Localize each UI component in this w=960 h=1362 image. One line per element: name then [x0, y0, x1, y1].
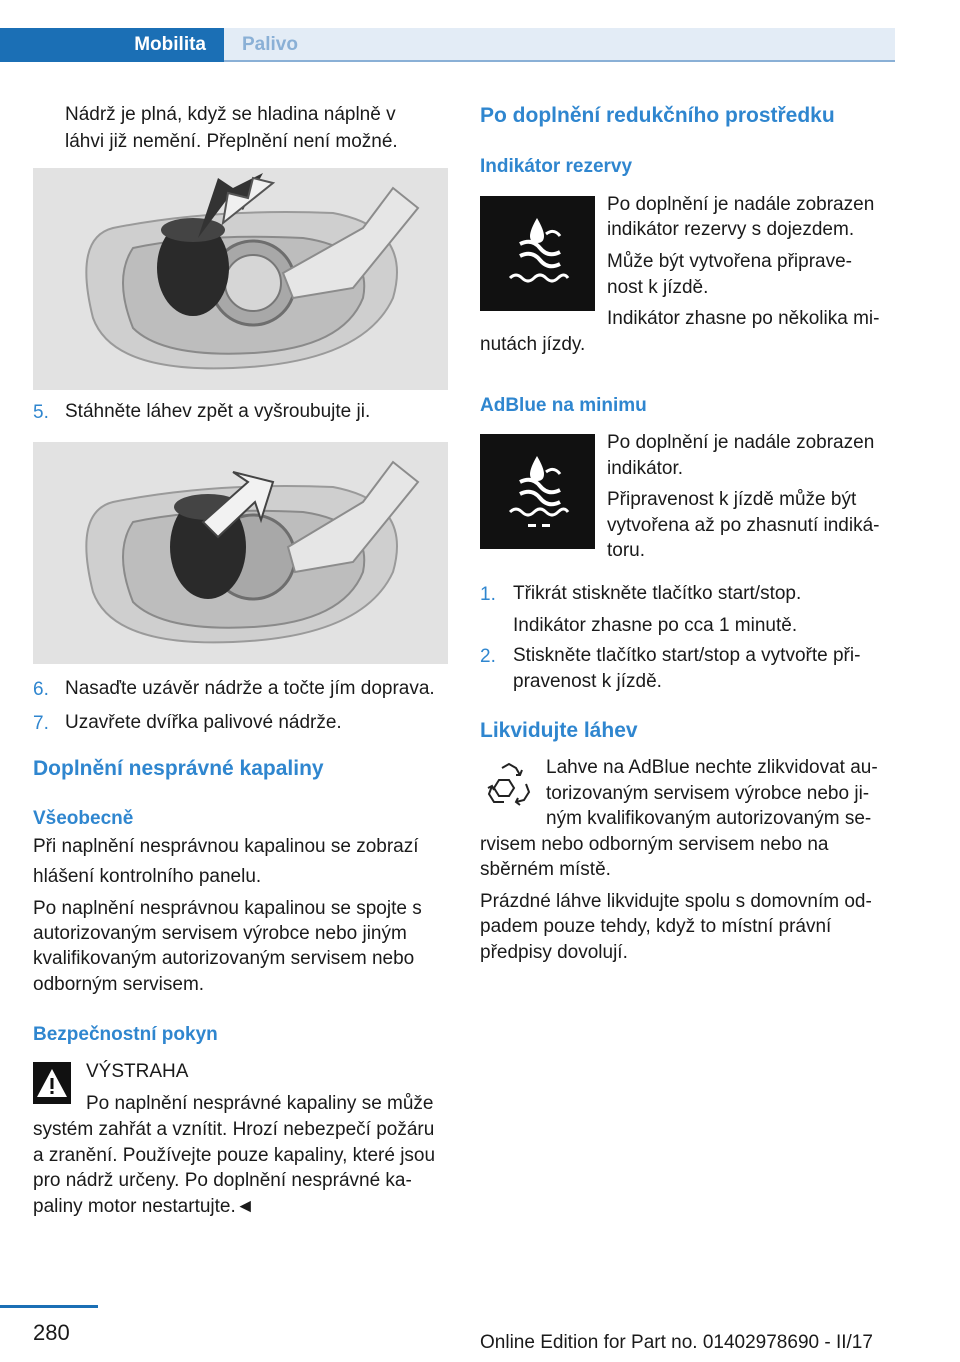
- step-number: 2.: [480, 646, 496, 667]
- paragraph-line: padem pouze tehdy, když to místní právní: [480, 916, 832, 937]
- page-header: [0, 28, 895, 62]
- adblue-reserve-icon: [480, 196, 595, 311]
- warning-line: Po naplnění nesprávné kapaliny se může: [86, 1093, 434, 1114]
- warning-line: pro nádrž určeny. Po doplnění nesprávné ka-: [33, 1170, 412, 1191]
- minimum-indicator-icon: [480, 434, 595, 549]
- step-text: pravenost k jízdě.: [513, 671, 662, 692]
- refill-bottle-photo: [33, 168, 448, 390]
- paragraph-line: nost k jízdě.: [607, 277, 709, 298]
- paragraph-line: nutách jízdy.: [480, 334, 586, 355]
- paragraph-line: toru.: [607, 540, 646, 561]
- paragraph-line: předpisy dovolují.: [480, 942, 628, 963]
- paragraph-line: Lahve na AdBlue nechte zlikvidovat au-: [546, 757, 878, 778]
- paragraph-line: Prázdné láhve likvidujte spolu s domovním od-: [480, 891, 872, 912]
- step-text: Stiskněte tlačítko start/stop a vytvořte při-: [513, 645, 861, 666]
- paragraph-line: Může být vytvořena připrave-: [607, 251, 852, 272]
- edition-info: Online Edition for Part no. 01402978690 - II/17: [480, 1332, 873, 1353]
- paragraph-line: vytvořena až po zhasnutí indiká-: [607, 515, 880, 536]
- warning-line: a zranění. Používejte pouze kapaliny, které jsou: [33, 1145, 436, 1166]
- recycle-icon: [484, 760, 534, 810]
- step-text: Nasaďte uzávěr nádrže a točte jím doprava.: [65, 678, 435, 699]
- paragraph-line: hlášení kontrolního panelu.: [33, 866, 262, 887]
- paragraph-line: Po naplnění nesprávnou kapalinou se spojte s: [33, 898, 422, 919]
- paragraph-line: ným kvalifikovaným autorizovaným se-: [546, 808, 872, 829]
- paragraph-line: Indikátor zhasne po několika mi-: [607, 308, 880, 329]
- adblue-minimum-icon: [480, 434, 595, 549]
- paragraph-line: sběrném místě.: [480, 859, 611, 880]
- paragraph-line: Po doplnění je nadále zobrazen: [607, 432, 875, 453]
- header-tab-palivo: [224, 28, 895, 62]
- header-tab-mobilita: [0, 28, 224, 62]
- paragraph-line: indikátor.: [607, 458, 684, 479]
- warning-line: paliny motor nestartujte.◄: [33, 1196, 255, 1217]
- warning-title: VÝSTRAHA: [86, 1061, 189, 1082]
- paragraph-line: Po doplnění je nadále zobrazen: [607, 194, 875, 215]
- paragraph-line: indikátor rezervy s dojezdem.: [607, 219, 855, 240]
- paragraph-line: rvisem nebo odborným servisem nebo na: [480, 834, 829, 855]
- bottle-removal-illustration: [33, 442, 448, 664]
- step-subtext: Indikátor zhasne po cca 1 minutě.: [513, 615, 798, 636]
- footer-rule: [0, 1305, 98, 1308]
- header-rule: [224, 60, 895, 62]
- subsection-title: Bezpečnostní pokyn: [33, 1024, 218, 1045]
- subsection-title: Všeobecně: [33, 808, 134, 829]
- step-number: 5.: [33, 402, 49, 423]
- intro-line: láhvi již nemění. Přeplnění není možné.: [65, 131, 398, 152]
- paragraph-line: torizovaným servisem výrobce nebo ji-: [546, 783, 870, 804]
- section-title: Doplnění nesprávné kapaliny: [33, 757, 324, 780]
- bottle-removal-photo: [33, 442, 448, 664]
- page-number: 280: [33, 1320, 70, 1345]
- step-text: Uzavřete dvířka palivové nádrže.: [65, 712, 342, 733]
- step-text: Třikrát stiskněte tlačítko start/stop.: [513, 583, 802, 604]
- paragraph-line: Při naplnění nesprávnou kapalinou se zobrazí: [33, 836, 419, 857]
- section-title: Po doplnění redukčního prostředku: [480, 104, 835, 127]
- paragraph-line: odborným servisem.: [33, 974, 205, 995]
- paragraph-line: autorizovaným servisem výrobce nebo jiným: [33, 923, 407, 944]
- refill-bottle-illustration: [33, 168, 448, 390]
- section-title: Likvidujte láhev: [480, 719, 638, 742]
- step-number: 6.: [33, 679, 49, 700]
- step-number: 1.: [480, 584, 496, 605]
- subsection-title: Indikátor rezervy: [480, 156, 633, 177]
- paragraph-line: Připravenost k jízdě může být: [607, 489, 857, 510]
- header-tab-label: Palivo: [242, 34, 298, 55]
- warning-line: systém zahřát a vznítit. Hrozí nebezpečí požáru: [33, 1119, 435, 1140]
- reserve-indicator-icon: [480, 196, 595, 311]
- subsection-title: AdBlue na minimu: [480, 395, 647, 416]
- paragraph-line: kvalifikovaným autorizovaným servisem nebo: [33, 948, 415, 969]
- step-number: 7.: [33, 713, 49, 734]
- intro-line: Nádrž je plná, když se hladina náplně v: [65, 104, 396, 125]
- header-tab-label: Mobilita: [134, 34, 206, 55]
- step-text: Stáhněte láhev zpět a vyšroubujte ji.: [65, 401, 371, 422]
- warning-icon: [33, 1062, 71, 1104]
